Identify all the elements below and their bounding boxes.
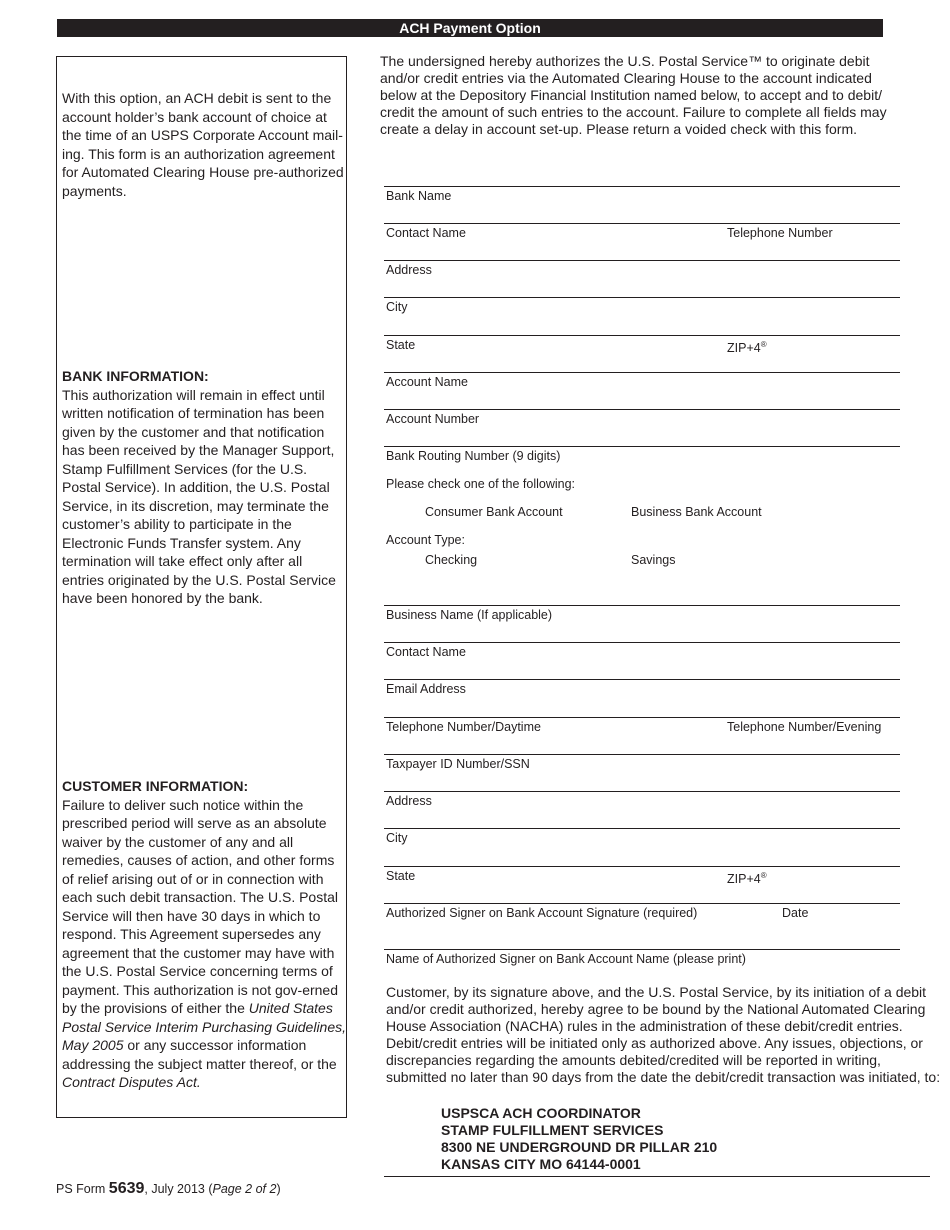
zip-field[interactable] — [727, 338, 767, 355]
contact-name-line — [384, 223, 900, 224]
telephone-field[interactable]: Telephone Number — [727, 226, 833, 240]
account-name-field[interactable]: Account Name — [386, 375, 468, 389]
customer-address-line — [384, 791, 900, 792]
intro-paragraph: With this option, an ACH debit is sent to the account holder’s bank account of choice at the time of an USPS Corporate Account mail-ing. This form is an authorization agreement for Automated Clearing House pre-authorized payments. — [62, 90, 344, 199]
bank-name-field[interactable]: Bank Name — [386, 189, 452, 203]
bank-info-heading: BANK INFORMATION: — [62, 368, 209, 384]
form-footer — [56, 1180, 281, 1198]
account-number-field[interactable]: Account Number — [386, 412, 480, 426]
signature-field[interactable]: Authorized Signer on Bank Account Signature (required) — [386, 906, 698, 920]
date-field[interactable]: Date — [782, 906, 809, 920]
contract-disputes-act-title: Contract Disputes Act. — [62, 1074, 201, 1090]
info-box — [56, 56, 347, 1118]
customer-registered-mark: ® — [760, 871, 767, 880]
registered-mark: ® — [760, 340, 767, 349]
address-line-3: 8300 NE UNDERGROUND DR PILLAR 210 — [441, 1139, 718, 1155]
savings-option[interactable]: Savings — [631, 553, 676, 567]
bank-info-section — [62, 367, 347, 608]
authorization-paragraph: The undersigned hereby authorizes the U.S. Postal Service™ to originate debit and/or credit entries via the Automated Clearing House to the account indicated below at the Depository Financial Institution named below, to accept and to debit/ credit the amount of such entries to the account. Failure to complete all fields may create a delay in account set-up. Please return a voided check with this form. — [380, 53, 887, 137]
email-line — [384, 679, 900, 680]
customer-info-section — [62, 777, 347, 1092]
purchasing-guidelines-title: United States Postal Service Interim Purchasing Guidelines, May 2005 — [62, 1000, 347, 1053]
account-choice-prompt: Please check one of the following: — [386, 477, 576, 491]
customer-info-text: Failure to deliver such notice within the prescribed period will serve as an absolute waiver by the customer of any and all remedies, causes of action, and other forms of relief arising out of or in connection with each such debit transaction. The U.S. Postal Service will then have 30 days in which to respond. This Agreement supersedes any agreement that the customer may have with the U.S. Postal Service concerning terms of payment. This authorization is not gov-erned by the provisions of either the — [62, 796, 339, 1016]
address-line-1: USPSCA ACH COORDINATOR — [441, 1105, 641, 1121]
business-name-field[interactable]: Business Name (If applicable) — [386, 608, 553, 622]
account-name-line — [384, 372, 900, 373]
customer-address-field[interactable]: Address — [386, 794, 432, 808]
routing-line — [384, 446, 900, 447]
business-bank-account-option[interactable]: Business Bank Account — [631, 505, 762, 519]
phone-daytime-field[interactable]: Telephone Number/Daytime — [386, 720, 541, 734]
footer-rule — [384, 1176, 930, 1177]
signature-line — [384, 903, 900, 904]
page-indicator: Page 2 of 2 — [212, 1182, 277, 1196]
address-field[interactable]: Address — [386, 263, 432, 277]
form-close-paren: ) — [276, 1182, 281, 1196]
email-field[interactable]: Email Address — [386, 682, 466, 696]
taxpayer-line — [384, 754, 900, 755]
customer-city-line — [384, 828, 900, 829]
address-line-2: STAMP FULFILLMENT SERVICES — [441, 1122, 664, 1138]
routing-number-field[interactable]: Bank Routing Number (9 digits) — [386, 449, 561, 463]
phone-evening-field[interactable]: Telephone Number/Evening — [727, 720, 882, 734]
checking-option[interactable]: Checking — [425, 553, 478, 567]
bank-info-text: This authorization will remain in effect until written notification of termination has been given by the customer and that notification has been received by the Manager Support, Stamp Fulfillment Services (for the U.S. Postal Service). In addition, the U.S. Postal Service, in its discretion, may terminate the customer’s ability to participate in the Electronic Funds Transfer system. Any termination will take effect only after all entries originated by the U.S. Postal Service have been honored by the bank. — [62, 386, 336, 606]
account-type-label: Account Type: — [386, 533, 465, 547]
city-line — [384, 297, 900, 298]
customer-city-field[interactable]: City — [386, 831, 408, 845]
customer-contact-line — [384, 642, 900, 643]
taxpayer-id-field[interactable]: Taxpayer ID Number/SSN — [386, 757, 530, 771]
state-field[interactable]: State — [386, 338, 416, 352]
consumer-bank-account-option[interactable]: Consumer Bank Account — [425, 505, 563, 519]
zip-label: ZIP+4 — [727, 341, 761, 356]
customer-zip-label: ZIP+4 — [727, 872, 761, 887]
customer-state-field[interactable]: State — [386, 869, 416, 883]
city-field[interactable]: City — [386, 300, 408, 314]
contact-name-field[interactable]: Contact Name — [386, 226, 466, 240]
customer-state-line — [384, 866, 900, 867]
section-title: ACH Payment Option — [399, 20, 541, 36]
print-name-field[interactable]: Name of Authorized Signer on Bank Account Name (please print) — [386, 952, 746, 966]
phone-line — [384, 717, 900, 718]
form-date: , July 2013 ( — [144, 1182, 213, 1196]
customer-contact-name-field[interactable]: Contact Name — [386, 645, 466, 659]
customer-info-heading: CUSTOMER INFORMATION: — [62, 778, 249, 794]
customer-zip-field[interactable] — [727, 869, 767, 886]
address-line — [384, 260, 900, 261]
state-line — [384, 335, 900, 336]
form-prefix: PS Form — [56, 1182, 106, 1196]
business-name-line — [384, 605, 900, 606]
print-name-line — [384, 949, 900, 950]
form-number: 5639 — [108, 1180, 145, 1197]
address-line-4: KANSAS CITY MO 64144-0001 — [441, 1156, 641, 1172]
section-title-bar — [57, 19, 883, 37]
customer-info-text-cont: or any successor information addressing the subject matter thereof, or the — [62, 1037, 337, 1072]
mailing-address — [441, 1105, 717, 1173]
agreement-paragraph: Customer, by its signature above, and the U.S. Postal Service, by its initiation of a debit and/or credit authorized, hereby agree to be bound by the National Automated Clearing House Association (NACHA) rules in the administration of these debit/credit entries. Debit/credit entries will be initiated only as authorized above. Any issues, objections, or discrepancies regarding the amounts debited/credited will be reported in writing, submitted no later than 90 days from the date the debit/credit transaction was initiated, to: — [386, 984, 941, 1085]
bank-name-line — [384, 186, 900, 187]
account-number-line — [384, 409, 900, 410]
